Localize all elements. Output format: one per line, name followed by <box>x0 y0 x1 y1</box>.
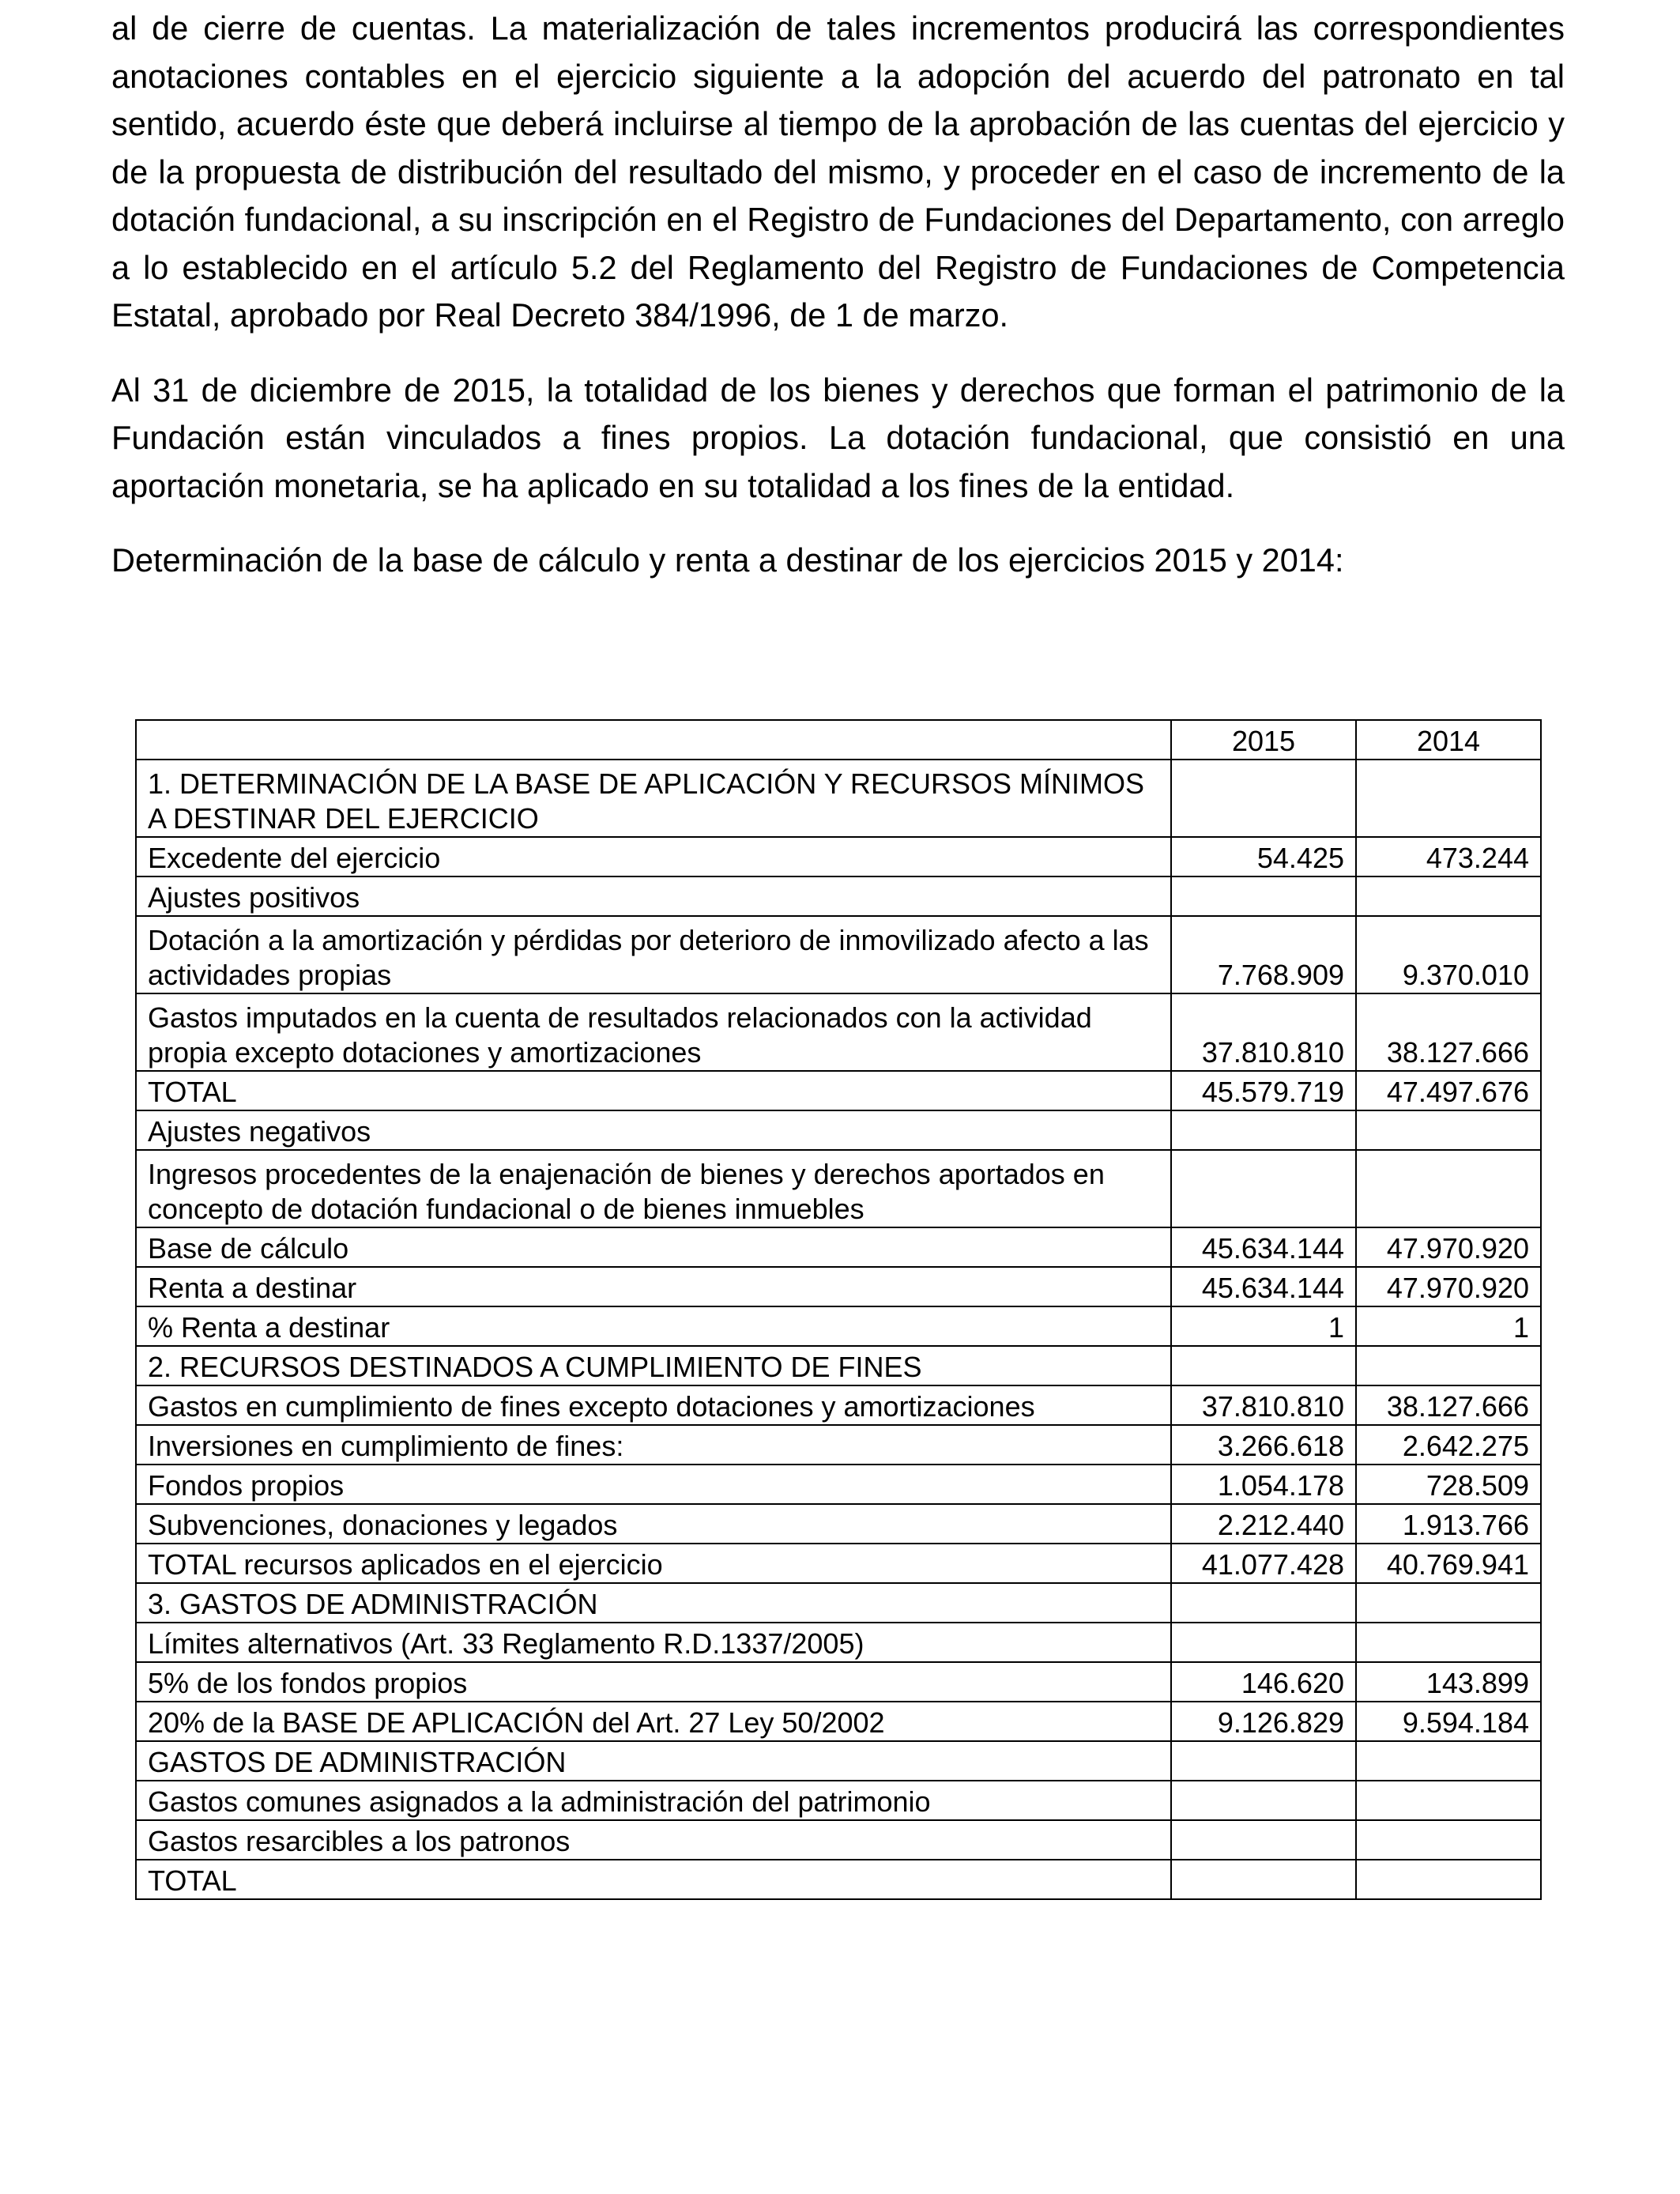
value-2014: 143.899 <box>1356 1662 1541 1702</box>
value-2014: 2.642.275 <box>1356 1425 1541 1465</box>
row-label: Excedente del ejercicio <box>136 837 1171 876</box>
value-2015 <box>1171 876 1356 916</box>
value-2014 <box>1356 1820 1541 1860</box>
value-2014 <box>1356 1781 1541 1820</box>
table-row <box>136 1385 1541 1425</box>
table-row <box>136 1741 1541 1781</box>
table-row <box>136 1267 1541 1306</box>
value-2015 <box>1171 1820 1356 1860</box>
table-row <box>136 837 1541 876</box>
value-2014 <box>1356 760 1541 837</box>
table-row <box>136 760 1541 837</box>
row-label: Gastos imputados en la cuenta de resultados relacionados con la actividad propia excepto dotaciones y amortizaciones <box>136 993 1171 1071</box>
header-cell-concept <box>136 720 1171 760</box>
table-row <box>136 1662 1541 1702</box>
value-2014 <box>1356 1346 1541 1385</box>
row-label: Subvenciones, donaciones y legados <box>136 1504 1171 1544</box>
value-2014 <box>1356 1860 1541 1899</box>
value-2015: 37.810.810 <box>1171 993 1356 1071</box>
table-row <box>136 1544 1541 1583</box>
table-row <box>136 1306 1541 1346</box>
value-2014: 473.244 <box>1356 837 1541 876</box>
value-2014: 1 <box>1356 1306 1541 1346</box>
value-2015: 1.054.178 <box>1171 1465 1356 1504</box>
table-row <box>136 1346 1541 1385</box>
row-label: TOTAL <box>136 1071 1171 1110</box>
value-2015: 2.212.440 <box>1171 1504 1356 1544</box>
value-2014: 38.127.666 <box>1356 993 1541 1071</box>
value-2015: 54.425 <box>1171 837 1356 876</box>
row-label: Fondos propios <box>136 1465 1171 1504</box>
value-2015 <box>1171 1781 1356 1820</box>
row-label: Ajustes negativos <box>136 1110 1171 1150</box>
value-2015: 45.634.144 <box>1171 1267 1356 1306</box>
value-2014: 9.594.184 <box>1356 1702 1541 1741</box>
value-2015: 41.077.428 <box>1171 1544 1356 1583</box>
row-label: GASTOS DE ADMINISTRACIÓN <box>136 1741 1171 1781</box>
value-2014 <box>1356 876 1541 916</box>
value-2015 <box>1171 1150 1356 1227</box>
table-row <box>136 1227 1541 1267</box>
financial-table <box>135 719 1542 1900</box>
header-cell-2015: 2015 <box>1171 720 1356 760</box>
value-2015 <box>1171 760 1356 837</box>
table-row <box>136 1110 1541 1150</box>
row-label: 20% de la BASE DE APLICACIÓN del Art. 27 Ley 50/2002 <box>136 1702 1171 1741</box>
value-2014: 40.769.941 <box>1356 1544 1541 1583</box>
table-row <box>136 993 1541 1071</box>
row-label: 5% de los fondos propios <box>136 1662 1171 1702</box>
row-label: TOTAL recursos aplicados en el ejercicio <box>136 1544 1171 1583</box>
value-2014: 47.497.676 <box>1356 1071 1541 1110</box>
value-2014 <box>1356 1583 1541 1623</box>
row-label: 2. RECURSOS DESTINADOS A CUMPLIMIENTO DE FINES <box>136 1346 1171 1385</box>
table-row <box>136 1860 1541 1899</box>
value-2015 <box>1171 1860 1356 1899</box>
value-2014: 47.970.920 <box>1356 1227 1541 1267</box>
value-2015: 45.579.719 <box>1171 1071 1356 1110</box>
table-row <box>136 916 1541 993</box>
row-label: 1. DETERMINACIÓN DE LA BASE DE APLICACIÓN Y RECURSOS MÍNIMOS A DESTINAR DEL EJERCICIO <box>136 760 1171 837</box>
row-label: Base de cálculo <box>136 1227 1171 1267</box>
row-label: Ajustes positivos <box>136 876 1171 916</box>
table-row <box>136 1702 1541 1741</box>
table-header-row <box>136 720 1541 760</box>
header-cell-2014: 2014 <box>1356 720 1541 760</box>
row-label: Inversiones en cumplimiento de fines: <box>136 1425 1171 1465</box>
table-row <box>136 1504 1541 1544</box>
table-row <box>136 1583 1541 1623</box>
row-label: 3. GASTOS DE ADMINISTRACIÓN <box>136 1583 1171 1623</box>
row-label: Ingresos procedentes de la enajenación de bienes y derechos aportados en concepto de dotación fundacional o de bienes inmuebles <box>136 1150 1171 1227</box>
value-2014: 1.913.766 <box>1356 1504 1541 1544</box>
table-row <box>136 1465 1541 1504</box>
table-intro: Determinación de la base de cálculo y renta a destinar de los ejercicios 2015 y 2014: <box>111 541 1344 579</box>
value-2015 <box>1171 1583 1356 1623</box>
paragraph-cierre-cuentas: al de cierre de cuentas. La materialización de tales incrementos producirá las correspondientes anotaciones contables en el ejercicio siguiente a la adopción del acuerdo del patronato en tal sentido, acuerdo éste que deberá incluirse al tiempo de la aprobación de las cuentas del ejercicio y de la propuesta de distribución del resultado del mismo, y proceder en el caso de incremento de la dotación fundacional, a su inscripción en el Registro de Fundaciones del Departamento, con arreglo a lo establecido en el artículo 5.2 del Reglamento del Registro de Fundaciones de Competencia Estatal, aprobado por Real Decreto 384/1996, de 1 de marzo. <box>111 9 1565 334</box>
value-2014: 38.127.666 <box>1356 1385 1541 1425</box>
table-row <box>136 1071 1541 1110</box>
value-2015: 1 <box>1171 1306 1356 1346</box>
table-row <box>136 1820 1541 1860</box>
table-row <box>136 1781 1541 1820</box>
value-2015 <box>1171 1741 1356 1781</box>
row-label: Límites alternativos (Art. 33 Reglamento R.D.1337/2005) <box>136 1623 1171 1662</box>
paragraph-patrimonio: Al 31 de diciembre de 2015, la totalidad de los bienes y derechos que forman el patrimonio de la Fundación están vinculados a fines propios. La dotación fundacional, que consistió en una aportación monetaria, se ha aplicado en su totalidad a los fines de la entidad. <box>111 371 1565 504</box>
document-page <box>111 5 1565 584</box>
value-2014: 728.509 <box>1356 1465 1541 1504</box>
value-2014: 9.370.010 <box>1356 916 1541 993</box>
table-row <box>136 1425 1541 1465</box>
value-2015: 45.634.144 <box>1171 1227 1356 1267</box>
value-2015: 9.126.829 <box>1171 1702 1356 1741</box>
value-2014 <box>1356 1741 1541 1781</box>
value-2015: 146.620 <box>1171 1662 1356 1702</box>
value-2015: 37.810.810 <box>1171 1385 1356 1425</box>
value-2015 <box>1171 1346 1356 1385</box>
row-label: Gastos comunes asignados a la administración del patrimonio <box>136 1781 1171 1820</box>
row-label: TOTAL <box>136 1860 1171 1899</box>
value-2014 <box>1356 1623 1541 1662</box>
value-2014 <box>1356 1150 1541 1227</box>
row-label: Dotación a la amortización y pérdidas por deterioro de inmovilizado afecto a las actividades propias <box>136 916 1171 993</box>
value-2015 <box>1171 1623 1356 1662</box>
row-label: Renta a destinar <box>136 1267 1171 1306</box>
value-2015: 3.266.618 <box>1171 1425 1356 1465</box>
table-row <box>136 876 1541 916</box>
table-row <box>136 1623 1541 1662</box>
value-2014 <box>1356 1110 1541 1150</box>
value-2015: 7.768.909 <box>1171 916 1356 993</box>
table-row <box>136 1150 1541 1227</box>
row-label: Gastos resarcibles a los patronos <box>136 1820 1171 1860</box>
row-label: Gastos en cumplimiento de fines excepto dotaciones y amortizaciones <box>136 1385 1171 1425</box>
row-label: % Renta a destinar <box>136 1306 1171 1346</box>
value-2015 <box>1171 1110 1356 1150</box>
value-2014: 47.970.920 <box>1356 1267 1541 1306</box>
